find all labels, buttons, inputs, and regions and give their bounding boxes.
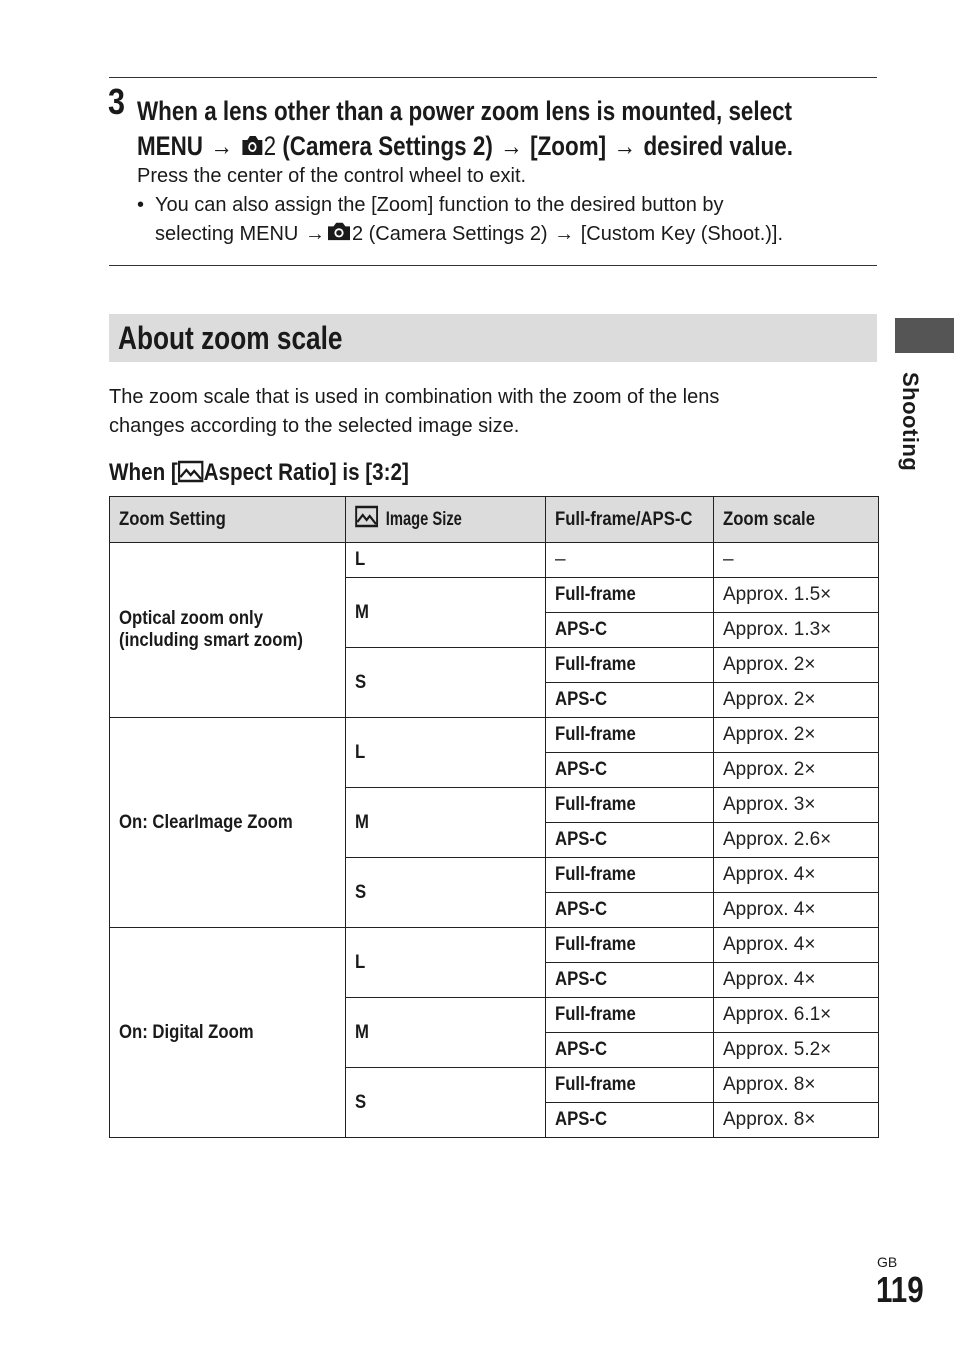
sub-heading-suffix: Aspect Ratio] is [3:2]	[203, 459, 409, 486]
camera-settings-label: (Camera Settings 2)	[282, 131, 493, 161]
zoom-scale-cell: Approx. 2×	[714, 753, 879, 788]
step-heading	[137, 94, 793, 166]
image-size-cell: S	[346, 858, 546, 928]
bullet-line2	[155, 220, 783, 251]
side-tab	[895, 318, 954, 353]
bullet-custom-key: [Custom Key (Shoot.)].	[580, 223, 784, 245]
header-zoom-scale: Zoom scale	[714, 497, 879, 543]
zoom-scale-cell: Approx. 4×	[714, 928, 879, 963]
table-header-row	[110, 497, 879, 543]
zoom-scale-cell: Approx. 3×	[714, 788, 879, 823]
bullet-line1: You can also assign the [Zoom] function to the desired button by	[155, 194, 724, 216]
bullet-menu-text: selecting MENU	[155, 223, 299, 245]
step-heading-line2	[137, 129, 793, 166]
arrow-right-icon: →	[613, 131, 636, 161]
image-size-cell: M	[346, 788, 546, 858]
sub-heading-prefix: When [	[109, 459, 178, 486]
arrow-right-icon: →	[210, 131, 233, 161]
zoom-setting-cell: Optical zoom only (including smart zoom)	[110, 543, 346, 718]
mode-cell: Full-frame	[546, 928, 714, 963]
mode-cell: APS-C	[546, 753, 714, 788]
mode-cell: APS-C	[546, 823, 714, 858]
image-size-cell: M	[346, 998, 546, 1068]
table-row	[110, 718, 879, 753]
header-zoom-setting: Zoom Setting	[110, 497, 346, 543]
region-code: GB	[877, 1254, 898, 1270]
bullet-camera-settings: (Camera Settings 2)	[368, 223, 548, 245]
arrow-right-icon: →	[554, 223, 575, 245]
image-size-cell: M	[346, 578, 546, 648]
menu-label: MENU	[137, 131, 203, 161]
section-title: About zoom scale	[118, 320, 343, 356]
step-heading-line1: When a lens other than a power zoom lens is mounted, select	[137, 96, 792, 126]
image-size-cell: L	[346, 928, 546, 998]
mode-cell: Full-frame	[546, 578, 714, 613]
page-number: 119	[876, 1269, 924, 1310]
bottom-rule	[109, 265, 877, 266]
zoom-scale-cell: Approx. 8×	[714, 1103, 879, 1138]
bullet-camera-number: 2	[351, 223, 364, 245]
zoom-scale-table	[109, 496, 879, 1138]
zoom-scale-cell: Approx. 1.5×	[714, 578, 879, 613]
zoom-scale-cell: Approx. 5.2×	[714, 1033, 879, 1068]
image-aspect-icon	[178, 460, 204, 493]
bullet-dot: •	[137, 194, 145, 216]
zoom-scale-cell: Approx. 1.3×	[714, 613, 879, 648]
zoom-scale-cell: Approx. 2×	[714, 718, 879, 753]
desired-value-label: desired value.	[643, 131, 793, 161]
mode-cell: Full-frame	[546, 718, 714, 753]
camera-icon	[240, 131, 263, 166]
mode-cell: –	[546, 543, 714, 578]
side-tab-label: Shooting	[898, 372, 923, 472]
mode-cell: APS-C	[546, 963, 714, 998]
zoom-label: [Zoom]	[530, 131, 607, 161]
zoom-scale-cell: Approx. 2×	[714, 683, 879, 718]
mode-cell: Full-frame	[546, 858, 714, 893]
image-size-cell: S	[346, 648, 546, 718]
zoom-setting-cell: On: Digital Zoom	[110, 928, 346, 1138]
zoom-scale-cell: Approx. 4×	[714, 963, 879, 998]
table-row	[110, 543, 879, 578]
zoom-scale-cell: Approx. 4×	[714, 858, 879, 893]
step-body-text: Press the center of the control wheel to exit.	[137, 165, 527, 187]
intro-line1: The zoom scale that is used in combination with the zoom of the lens	[109, 386, 720, 408]
camera-icon	[326, 220, 352, 251]
mode-cell: Full-frame	[546, 1068, 714, 1103]
mode-cell: Full-frame	[546, 998, 714, 1033]
image-size-icon	[355, 505, 378, 535]
mode-cell: APS-C	[546, 893, 714, 928]
table-row	[110, 928, 879, 963]
zoom-scale-cell: Approx. 4×	[714, 893, 879, 928]
mode-cell: APS-C	[546, 1103, 714, 1138]
aspect-ratio-heading	[109, 457, 409, 493]
zoom-scale-cell: Approx. 2×	[714, 648, 879, 683]
image-size-cell: L	[346, 543, 546, 578]
mode-cell: APS-C	[546, 683, 714, 718]
arrow-right-icon: →	[304, 223, 325, 245]
step-number: 3	[108, 81, 126, 122]
top-rule	[109, 77, 877, 78]
image-size-cell: L	[346, 718, 546, 788]
header-image-size: Image Size	[346, 497, 546, 543]
arrow-right-icon: →	[500, 131, 523, 161]
mode-cell: APS-C	[546, 613, 714, 648]
mode-cell: Full-frame	[546, 788, 714, 823]
zoom-scale-cell: Approx. 6.1×	[714, 998, 879, 1033]
zoom-setting-cell: On: ClearImage Zoom	[110, 718, 346, 928]
mode-cell: Full-frame	[546, 648, 714, 683]
zoom-scale-cell: Approx. 8×	[714, 1068, 879, 1103]
zoom-scale-cell: –	[714, 543, 879, 578]
zoom-scale-cell: Approx. 2.6×	[714, 823, 879, 858]
mode-cell: APS-C	[546, 1033, 714, 1068]
intro-line2: changes according to the selected image size.	[109, 415, 520, 437]
image-size-cell: S	[346, 1068, 546, 1138]
header-full-frame-aps-c: Full-frame/APS-C	[546, 497, 714, 543]
camera-settings-number: 2	[263, 131, 277, 161]
